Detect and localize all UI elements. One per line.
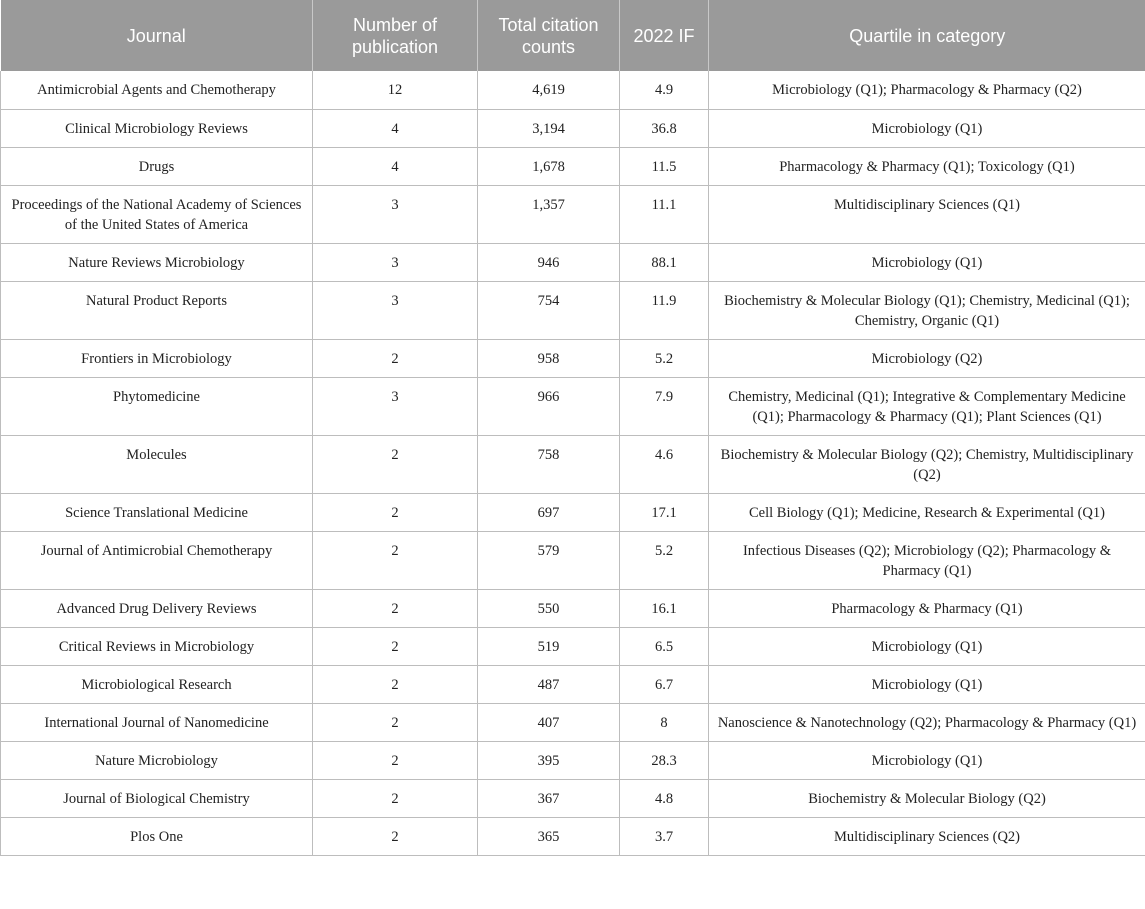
cell-2022-if: 88.1 (620, 243, 709, 281)
cell-journal: Science Translational Medicine (1, 493, 313, 531)
table-row (1, 71, 1145, 109)
cell-2022-if: 6.7 (620, 665, 709, 703)
cell-2022-if: 16.1 (620, 589, 709, 627)
cell-total-citation-counts: 519 (478, 627, 620, 665)
header-journal: Journal (1, 0, 313, 71)
cell-total-citation-counts: 487 (478, 665, 620, 703)
table-row (1, 665, 1145, 703)
cell-journal: International Journal of Nanomedicine (1, 703, 313, 741)
cell-number-of-publication: 4 (313, 109, 478, 147)
cell-2022-if: 4.8 (620, 779, 709, 817)
cell-quartile-in-category: Chemistry, Medicinal (Q1); Integrative & Complementary Medicine (Q1); Pharmacology & Pharmacy (Q1); Plant Sciences (Q1) (709, 377, 1145, 435)
table-row (1, 779, 1145, 817)
cell-number-of-publication: 2 (313, 493, 478, 531)
cell-quartile-in-category: Microbiology (Q1) (709, 627, 1145, 665)
cell-number-of-publication: 2 (313, 741, 478, 779)
table-row (1, 741, 1145, 779)
cell-quartile-in-category: Microbiology (Q1) (709, 243, 1145, 281)
cell-quartile-in-category: Pharmacology & Pharmacy (Q1); Toxicology (Q1) (709, 147, 1145, 185)
cell-journal: Frontiers in Microbiology (1, 339, 313, 377)
cell-quartile-in-category: Microbiology (Q1); Pharmacology & Pharmacy (Q2) (709, 71, 1145, 109)
cell-journal: Plos One (1, 817, 313, 855)
cell-2022-if: 8 (620, 703, 709, 741)
header-total-citation-counts: Total citation counts (478, 0, 620, 71)
table-row (1, 377, 1145, 435)
cell-number-of-publication: 2 (313, 339, 478, 377)
cell-journal: Drugs (1, 147, 313, 185)
cell-total-citation-counts: 367 (478, 779, 620, 817)
table-row (1, 185, 1145, 243)
cell-number-of-publication: 2 (313, 589, 478, 627)
cell-total-citation-counts: 1,678 (478, 147, 620, 185)
cell-2022-if: 36.8 (620, 109, 709, 147)
cell-total-citation-counts: 550 (478, 589, 620, 627)
cell-journal: Journal of Antimicrobial Chemotherapy (1, 531, 313, 589)
cell-2022-if: 3.7 (620, 817, 709, 855)
cell-journal: Nature Microbiology (1, 741, 313, 779)
cell-journal: Advanced Drug Delivery Reviews (1, 589, 313, 627)
header-number-of-publication: Number of publication (313, 0, 478, 71)
cell-journal: Critical Reviews in Microbiology (1, 627, 313, 665)
cell-number-of-publication: 2 (313, 817, 478, 855)
cell-number-of-publication: 2 (313, 665, 478, 703)
cell-total-citation-counts: 395 (478, 741, 620, 779)
header-row (1, 0, 1145, 71)
cell-quartile-in-category: Biochemistry & Molecular Biology (Q2); Chemistry, Multidisciplinary (Q2) (709, 435, 1145, 493)
cell-journal: Microbiological Research (1, 665, 313, 703)
cell-journal: Journal of Biological Chemistry (1, 779, 313, 817)
cell-total-citation-counts: 754 (478, 281, 620, 339)
cell-number-of-publication: 3 (313, 377, 478, 435)
table-row (1, 703, 1145, 741)
cell-quartile-in-category: Cell Biology (Q1); Medicine, Research & Experimental (Q1) (709, 493, 1145, 531)
cell-journal: Antimicrobial Agents and Chemotherapy (1, 71, 313, 109)
cell-total-citation-counts: 1,357 (478, 185, 620, 243)
cell-number-of-publication: 12 (313, 71, 478, 109)
cell-journal: Molecules (1, 435, 313, 493)
cell-2022-if: 11.1 (620, 185, 709, 243)
cell-quartile-in-category: Multidisciplinary Sciences (Q2) (709, 817, 1145, 855)
header-quartile-in-category: Quartile in category (709, 0, 1145, 71)
cell-journal: Proceedings of the National Academy of Sciences of the United States of America (1, 185, 313, 243)
table-row (1, 589, 1145, 627)
cell-quartile-in-category: Microbiology (Q2) (709, 339, 1145, 377)
table-row (1, 281, 1145, 339)
cell-number-of-publication: 4 (313, 147, 478, 185)
cell-quartile-in-category: Biochemistry & Molecular Biology (Q1); Chemistry, Medicinal (Q1); Chemistry, Organic (Q1) (709, 281, 1145, 339)
cell-number-of-publication: 3 (313, 243, 478, 281)
cell-total-citation-counts: 946 (478, 243, 620, 281)
cell-quartile-in-category: Nanoscience & Nanotechnology (Q2); Pharmacology & Pharmacy (Q1) (709, 703, 1145, 741)
cell-2022-if: 5.2 (620, 339, 709, 377)
table-row (1, 817, 1145, 855)
table-row (1, 339, 1145, 377)
cell-number-of-publication: 2 (313, 435, 478, 493)
table-row (1, 493, 1145, 531)
cell-quartile-in-category: Multidisciplinary Sciences (Q1) (709, 185, 1145, 243)
cell-quartile-in-category: Microbiology (Q1) (709, 109, 1145, 147)
cell-total-citation-counts: 958 (478, 339, 620, 377)
cell-journal: Natural Product Reports (1, 281, 313, 339)
cell-total-citation-counts: 407 (478, 703, 620, 741)
cell-number-of-publication: 2 (313, 627, 478, 665)
cell-total-citation-counts: 966 (478, 377, 620, 435)
cell-2022-if: 17.1 (620, 493, 709, 531)
cell-2022-if: 11.9 (620, 281, 709, 339)
cell-total-citation-counts: 3,194 (478, 109, 620, 147)
cell-journal: Phytomedicine (1, 377, 313, 435)
cell-2022-if: 6.5 (620, 627, 709, 665)
table-row (1, 147, 1145, 185)
cell-quartile-in-category: Pharmacology & Pharmacy (Q1) (709, 589, 1145, 627)
cell-2022-if: 11.5 (620, 147, 709, 185)
table-body (1, 71, 1145, 855)
cell-quartile-in-category: Microbiology (Q1) (709, 741, 1145, 779)
cell-2022-if: 7.9 (620, 377, 709, 435)
cell-2022-if: 28.3 (620, 741, 709, 779)
table-row (1, 435, 1145, 493)
cell-total-citation-counts: 365 (478, 817, 620, 855)
cell-quartile-in-category: Biochemistry & Molecular Biology (Q2) (709, 779, 1145, 817)
cell-total-citation-counts: 697 (478, 493, 620, 531)
cell-journal: Clinical Microbiology Reviews (1, 109, 313, 147)
cell-total-citation-counts: 4,619 (478, 71, 620, 109)
cell-total-citation-counts: 579 (478, 531, 620, 589)
table-header (1, 0, 1145, 71)
table-row (1, 627, 1145, 665)
table-row (1, 109, 1145, 147)
cell-2022-if: 4.9 (620, 71, 709, 109)
cell-quartile-in-category: Infectious Diseases (Q2); Microbiology (Q2); Pharmacology & Pharmacy (Q1) (709, 531, 1145, 589)
cell-2022-if: 4.6 (620, 435, 709, 493)
cell-number-of-publication: 3 (313, 281, 478, 339)
header-2022-if: 2022 IF (620, 0, 709, 71)
cell-number-of-publication: 3 (313, 185, 478, 243)
cell-journal: Nature Reviews Microbiology (1, 243, 313, 281)
cell-2022-if: 5.2 (620, 531, 709, 589)
cell-number-of-publication: 2 (313, 779, 478, 817)
cell-total-citation-counts: 758 (478, 435, 620, 493)
table-row (1, 243, 1145, 281)
table-row (1, 531, 1145, 589)
cell-number-of-publication: 2 (313, 531, 478, 589)
cell-number-of-publication: 2 (313, 703, 478, 741)
cell-quartile-in-category: Microbiology (Q1) (709, 665, 1145, 703)
